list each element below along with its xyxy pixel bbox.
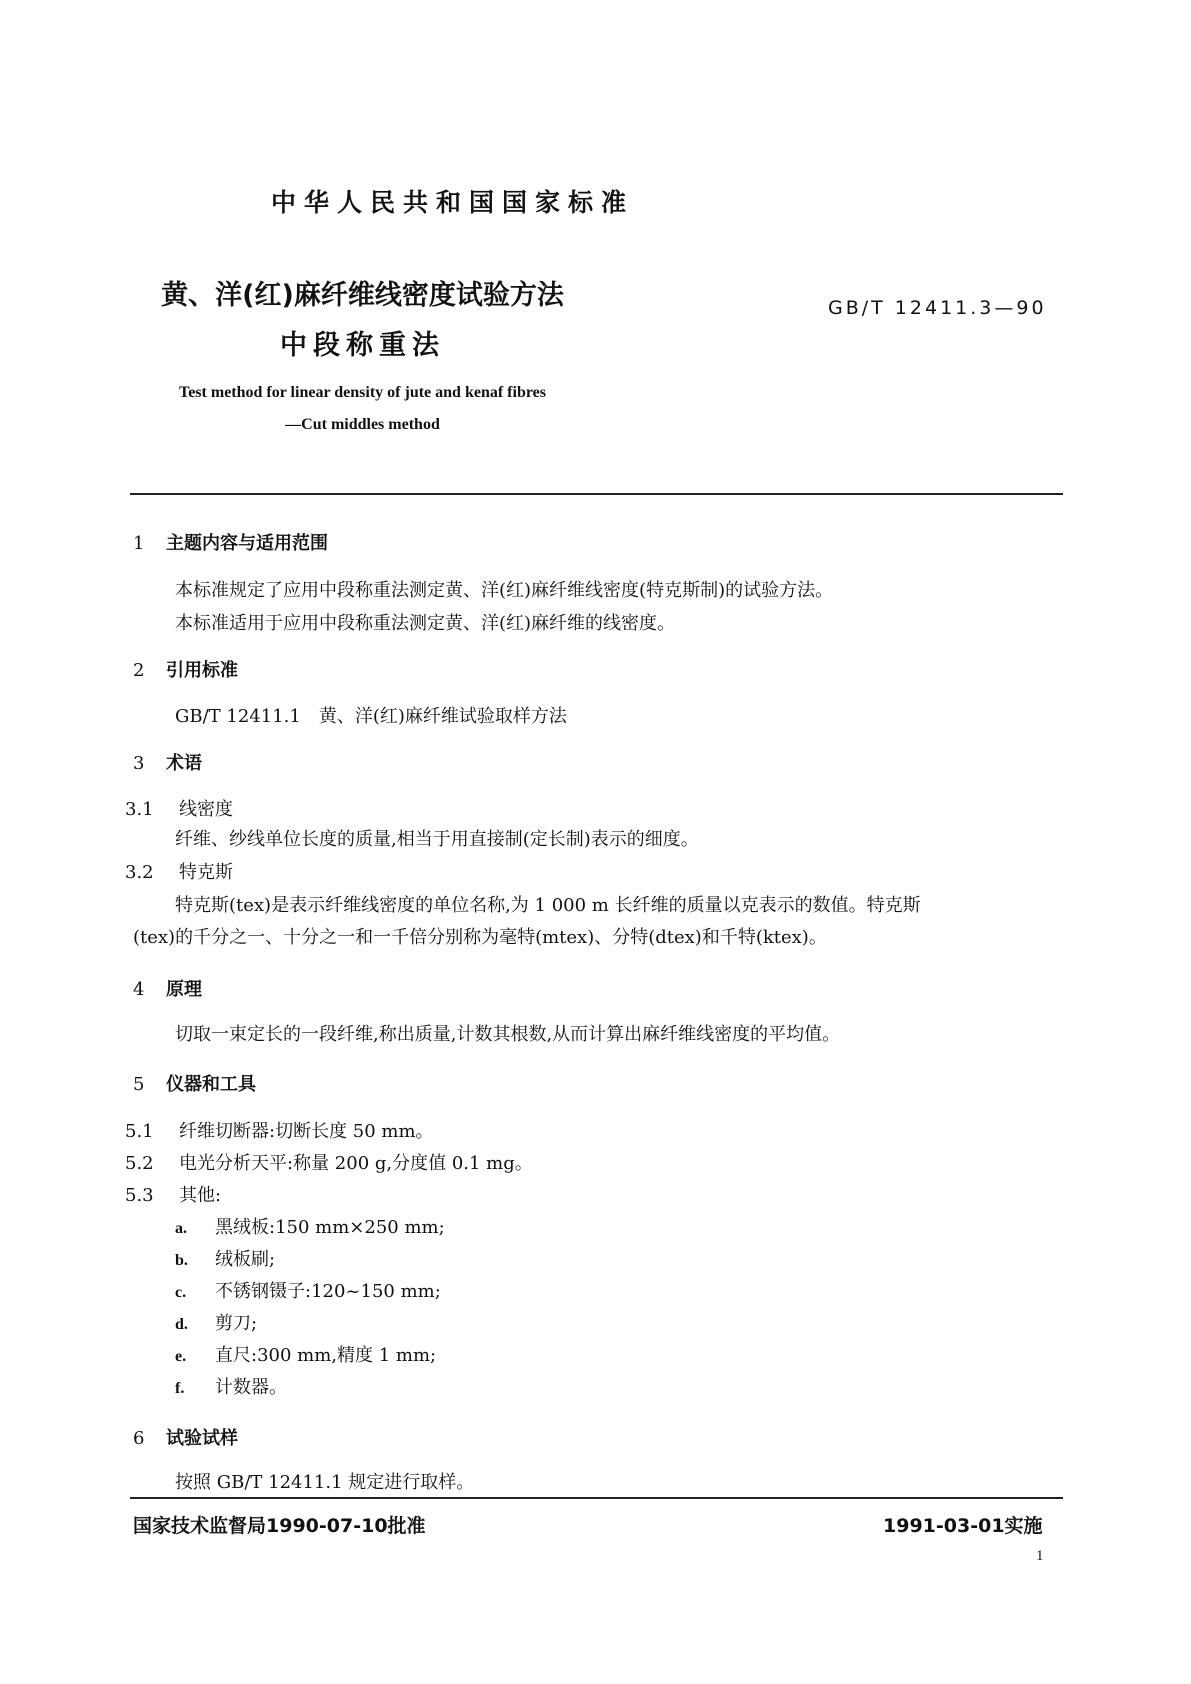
page-number: 1: [1036, 1548, 1044, 1564]
paragraph: 按照 GB/T 12411.1 规定进行取样。: [175, 1472, 475, 1493]
term-number: 3.2: [125, 862, 154, 883]
section-number: 3: [133, 753, 145, 774]
term-definition: 纤维、纱线单位长度的质量,相当于用直接制(定长制)表示的细度。: [175, 829, 699, 850]
list-item: [175, 1309, 257, 1335]
item-text: 计数器。: [215, 1377, 287, 1398]
section-number: 2: [133, 660, 145, 681]
reference-code: GB/T 12411.1: [175, 706, 301, 727]
term-title: 特克斯: [179, 862, 233, 883]
list-item: [175, 1373, 287, 1399]
item-text: 绒板刷;: [215, 1249, 276, 1270]
item-letter: b.: [175, 1252, 188, 1269]
instrument-5-3: [125, 1181, 221, 1207]
title-cn-line2: 中段称重法: [280, 330, 445, 361]
section-title: 术语: [166, 753, 202, 774]
list-item: [175, 1341, 436, 1367]
term-3-2: [125, 858, 233, 884]
approval-line: 国家技术监督局1990-07-10批准: [133, 1515, 426, 1537]
footer-rule: [130, 1497, 1063, 1499]
section-6-heading: [133, 1424, 238, 1450]
item-letter: d.: [175, 1316, 188, 1333]
effective-date: 1991-03-01实施: [883, 1515, 1043, 1537]
item-number: 5.1: [125, 1121, 154, 1142]
section-4-heading: [133, 975, 202, 1001]
term-definition-continued: (tex)的千分之一、十分之一和一千倍分别称为毫特(mtex)、分特(dtex)和千特(ktex)。: [133, 927, 827, 948]
instrument-5-1: [125, 1117, 434, 1143]
title-en-line2: —Cut middles method: [285, 416, 440, 433]
reference-entry: [175, 702, 567, 728]
national-standard-heading: 中华人民共和国国家标准: [270, 188, 634, 217]
section-title: 引用标准: [166, 660, 238, 681]
standard-code: GB/T 12411.3—90: [828, 297, 1047, 319]
section-title: 试验试样: [166, 1428, 238, 1449]
item-text: 剪刀;: [215, 1313, 258, 1334]
section-1-heading: [133, 529, 328, 555]
term-definition: 特克斯(tex)是表示纤维线密度的单位名称,为 1 000 m 长纤维的质量以克表示的数值。特克斯: [175, 895, 921, 916]
term-title: 线密度: [179, 799, 233, 820]
section-number: 5: [133, 1074, 145, 1095]
section-title: 仪器和工具: [166, 1074, 256, 1095]
item-letter: f.: [175, 1380, 185, 1397]
list-item: [175, 1213, 445, 1239]
paragraph: 切取一束定长的一段纤维,称出质量,计数其根数,从而计算出麻纤维线密度的平均值。: [175, 1024, 841, 1045]
header-rule: [130, 493, 1063, 495]
item-text: 黑绒板:150 mm×250 mm;: [215, 1217, 445, 1238]
item-text: 其他:: [179, 1185, 222, 1206]
item-text: 直尺:300 mm,精度 1 mm;: [215, 1345, 437, 1366]
term-3-1: [125, 795, 233, 821]
item-number: 5.2: [125, 1153, 154, 1174]
section-title: 原理: [166, 979, 202, 1000]
section-5-heading: [133, 1070, 256, 1096]
item-text: 不锈钢镊子:120~150 mm;: [215, 1281, 441, 1302]
section-2-heading: [133, 656, 238, 682]
title-cn-line1: 黄、洋(红)麻纤维线密度试验方法: [161, 280, 564, 311]
instrument-5-2: [125, 1149, 533, 1175]
title-en-line1: Test method for linear density of jute and kenaf fibres: [179, 384, 546, 401]
term-number: 3.1: [125, 799, 154, 820]
list-item: [175, 1277, 441, 1303]
paragraph: 本标准规定了应用中段称重法测定黄、洋(红)麻纤维线密度(特克斯制)的试验方法。: [175, 580, 834, 601]
paragraph: 本标准适用于应用中段称重法测定黄、洋(红)麻纤维的线密度。: [175, 613, 676, 634]
item-letter: a.: [175, 1220, 187, 1237]
reference-title: 黄、洋(红)麻纤维试验取样方法: [318, 706, 567, 727]
section-title: 主题内容与适用范围: [166, 533, 328, 554]
item-number: 5.3: [125, 1185, 154, 1206]
item-text: 纤维切断器:切断长度 50 mm。: [179, 1121, 434, 1142]
section-3-heading: [133, 749, 202, 775]
section-number: 1: [133, 533, 145, 554]
item-letter: c.: [175, 1284, 187, 1301]
section-number: 6: [133, 1428, 145, 1449]
item-letter: e.: [175, 1348, 187, 1365]
item-text: 电光分析天平:称量 200 g,分度值 0.1 mg。: [179, 1153, 533, 1174]
list-item: [175, 1245, 275, 1271]
section-number: 4: [133, 979, 145, 1000]
